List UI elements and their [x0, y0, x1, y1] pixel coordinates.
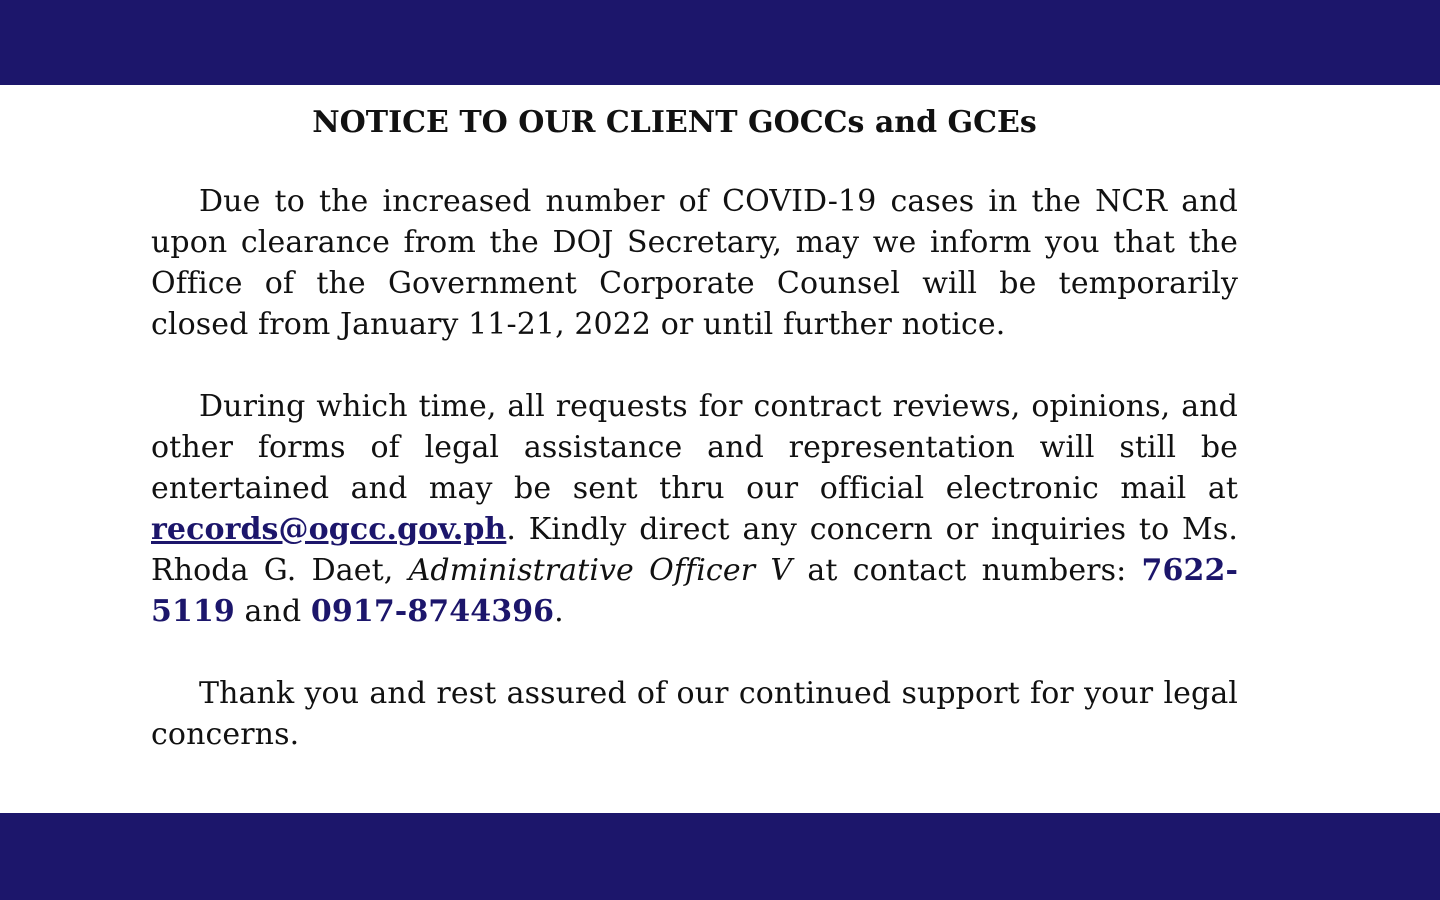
notice-title: NOTICE TO OUR CLIENT GOCCs and GCEs	[312, 105, 1037, 140]
requests-text: During which time, all requests for contract reviews, opinions, and other forms of legal assistance and representation will still be entertained and may be sent thru our official electronic mail at	[151, 389, 1238, 506]
inquiries-text: . Kindly direct any concern or inquiries to Ms. Rhoda G. Daet,	[151, 512, 1238, 588]
officer-title: Administrative Officer V	[408, 553, 793, 588]
paragraph-ending: .	[554, 594, 564, 629]
paragraph-requests	[151, 386, 1238, 632]
bottom-banner	[0, 813, 1440, 900]
top-banner	[0, 0, 1440, 85]
phone-mobile: 0917-8744396	[310, 594, 555, 629]
phone-joiner: and	[234, 594, 311, 629]
phone-landline: 7622-5119	[151, 553, 1238, 629]
email-link[interactable]: records@ogcc.gov.ph	[151, 512, 507, 547]
paragraph-thanks: Thank you and rest assured of our continued support for your legal concerns.	[151, 676, 1238, 752]
contact-text: at contact numbers:	[792, 553, 1142, 588]
paragraph-closure: Due to the increased number of COVID-19 cases in the NCR and upon clearance from the DOJ Secretary, may we inform you that the Office of the Government Corporate Counsel will be temporarily closed from January 11-21, 2022 or until further notice.	[151, 184, 1238, 342]
notice-content	[151, 100, 1238, 796]
